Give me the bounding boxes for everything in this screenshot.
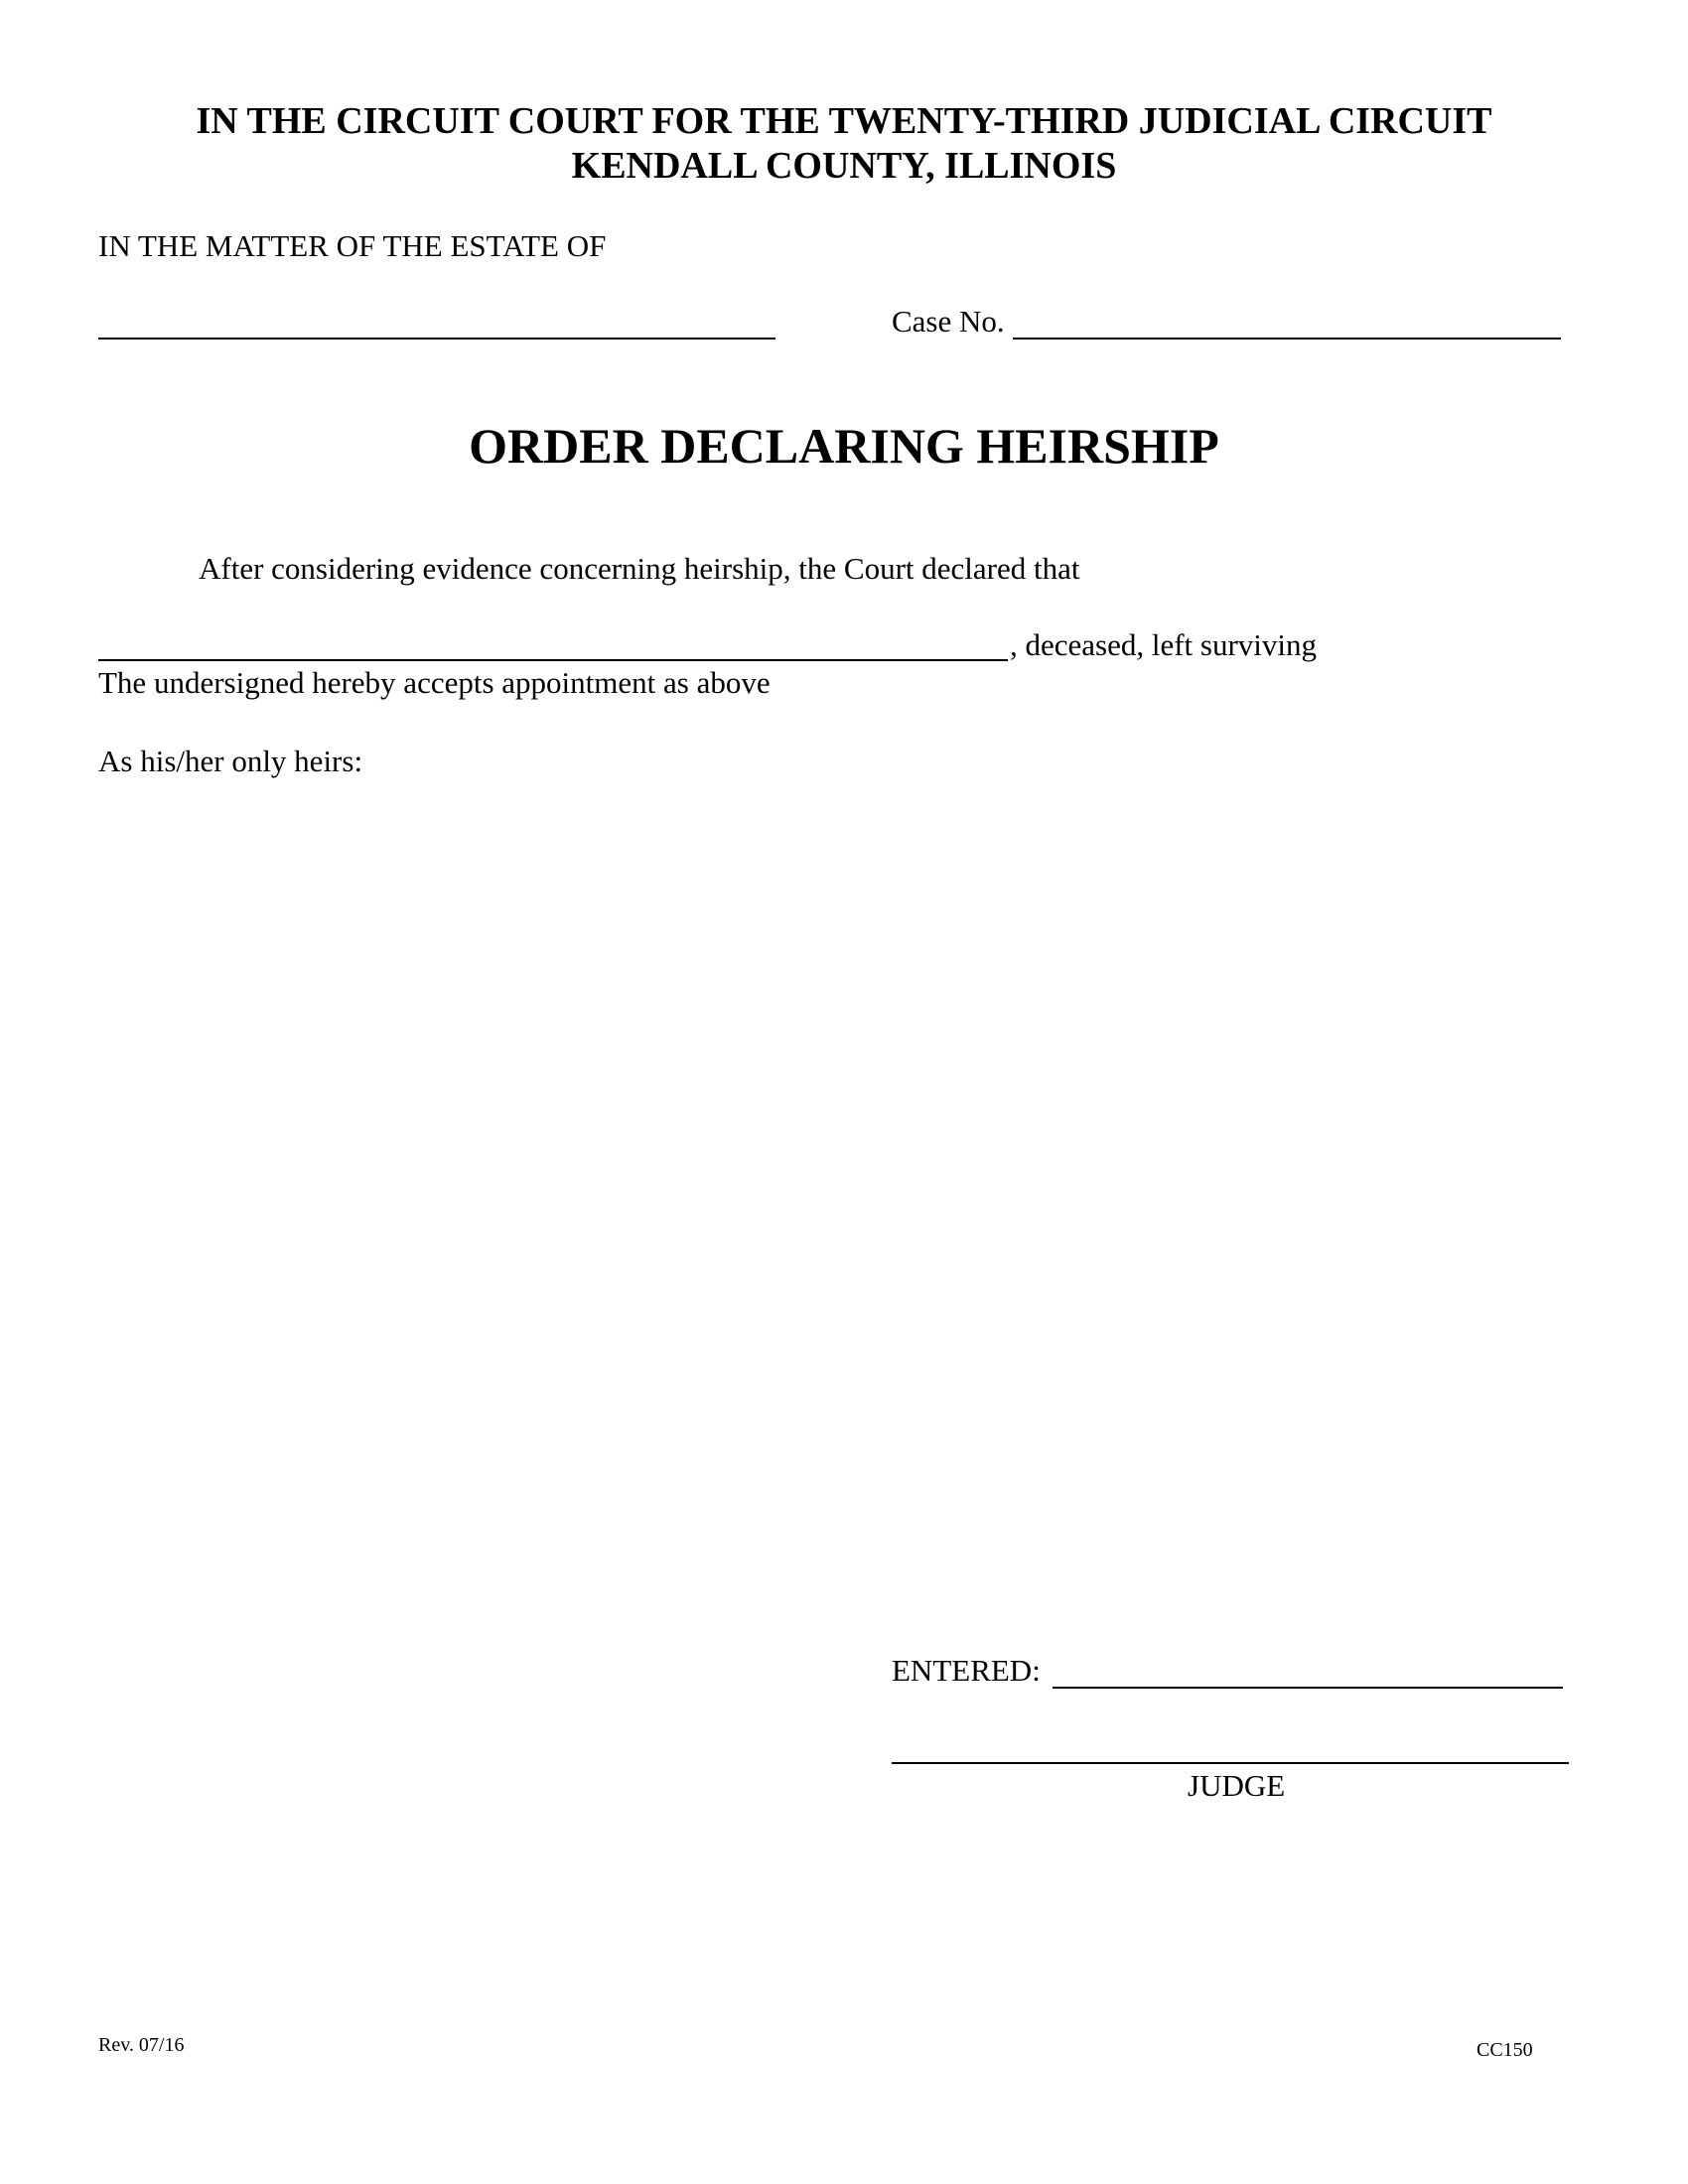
form-number: CC150 xyxy=(1477,2039,1533,2061)
revision-date: Rev. 07/16 xyxy=(98,2034,185,2056)
estate-matter-label: IN THE MATTER OF THE ESTATE OF xyxy=(98,228,607,263)
decedent-name-field[interactable] xyxy=(98,625,1006,659)
court-heading-line-1: IN THE CIRCUIT COURT FOR THE TWENTY-THIRD JUDICIAL CIRCUIT xyxy=(196,100,1492,142)
court-heading-line-2: KENDALL COUNTY, ILLINOIS xyxy=(571,145,1117,187)
decedent-name-underline xyxy=(98,659,1008,661)
heirs-label: As his/her only heirs: xyxy=(98,744,363,778)
entered-underline xyxy=(1053,1687,1563,1689)
case-number-field[interactable] xyxy=(1013,304,1557,338)
case-number-underline xyxy=(1013,338,1561,340)
judge-signature-line xyxy=(892,1762,1569,1764)
acceptance-statement: The undersigned hereby accepts appointment as above xyxy=(98,665,771,700)
entered-date-field[interactable] xyxy=(1053,1652,1561,1686)
deceased-suffix-text: , deceased, left surviving xyxy=(1010,627,1318,662)
entered-label: ENTERED: xyxy=(892,1653,1041,1688)
estate-name-underline xyxy=(98,338,775,340)
case-number-label: Case No. xyxy=(892,304,1005,339)
evidence-paragraph: After considering evidence concerning heirship, the Court declared that xyxy=(199,551,1080,586)
order-title: ORDER DECLARING HEIRSHIP xyxy=(469,418,1219,474)
estate-name-field[interactable] xyxy=(98,304,774,338)
judge-label: JUDGE xyxy=(1188,1768,1286,1803)
